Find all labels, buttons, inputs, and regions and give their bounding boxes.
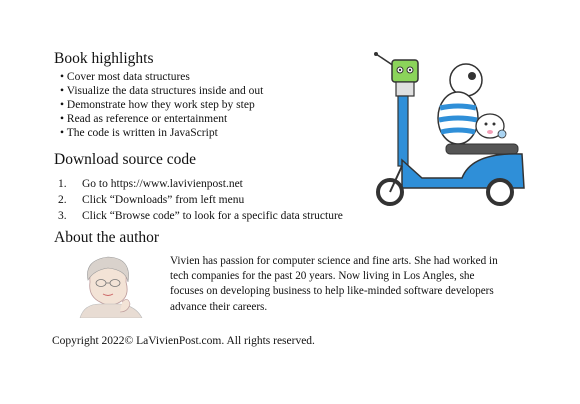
list-item: • Visualize the data structures inside and out: [60, 84, 263, 98]
step-number: 3.: [58, 210, 67, 222]
highlights-list: [60, 70, 263, 140]
step-text: Go to https://www.lavivienpost.net: [82, 178, 243, 190]
highlights-heading: Book highlights: [54, 50, 154, 67]
step-text: Click “Downloads” from left menu: [82, 194, 245, 206]
list-item: [58, 208, 343, 224]
step-number: 2.: [58, 194, 67, 206]
list-item: • Read as reference or entertainment: [60, 112, 263, 126]
list-item: • Cover most data structures: [60, 70, 263, 84]
about-text: Vivien has passion for computer science and fine arts. She had worked in tech companies for the past 20 years. Now living in Los Angles, she focuses on developing business to help like-minded software developers advance their careers.: [170, 255, 498, 313]
step-number: 1.: [58, 178, 67, 190]
scooter-robot-illustration-icon: [362, 48, 526, 208]
list-item: [58, 192, 343, 208]
author-portrait-icon: [70, 252, 160, 318]
list-item: [58, 176, 343, 192]
about-heading: About the author: [54, 229, 160, 246]
step-text: Click “Browse code” to look for a specific data structure: [82, 210, 343, 222]
download-steps: [58, 176, 343, 224]
list-item: • The code is written in JavaScript: [60, 126, 263, 140]
list-item: • Demonstrate how they work step by step: [60, 98, 263, 112]
download-heading: Download source code: [54, 151, 197, 168]
copyright: Copyright 2022© LaVivienPost.com. All rights reserved.: [52, 335, 315, 347]
